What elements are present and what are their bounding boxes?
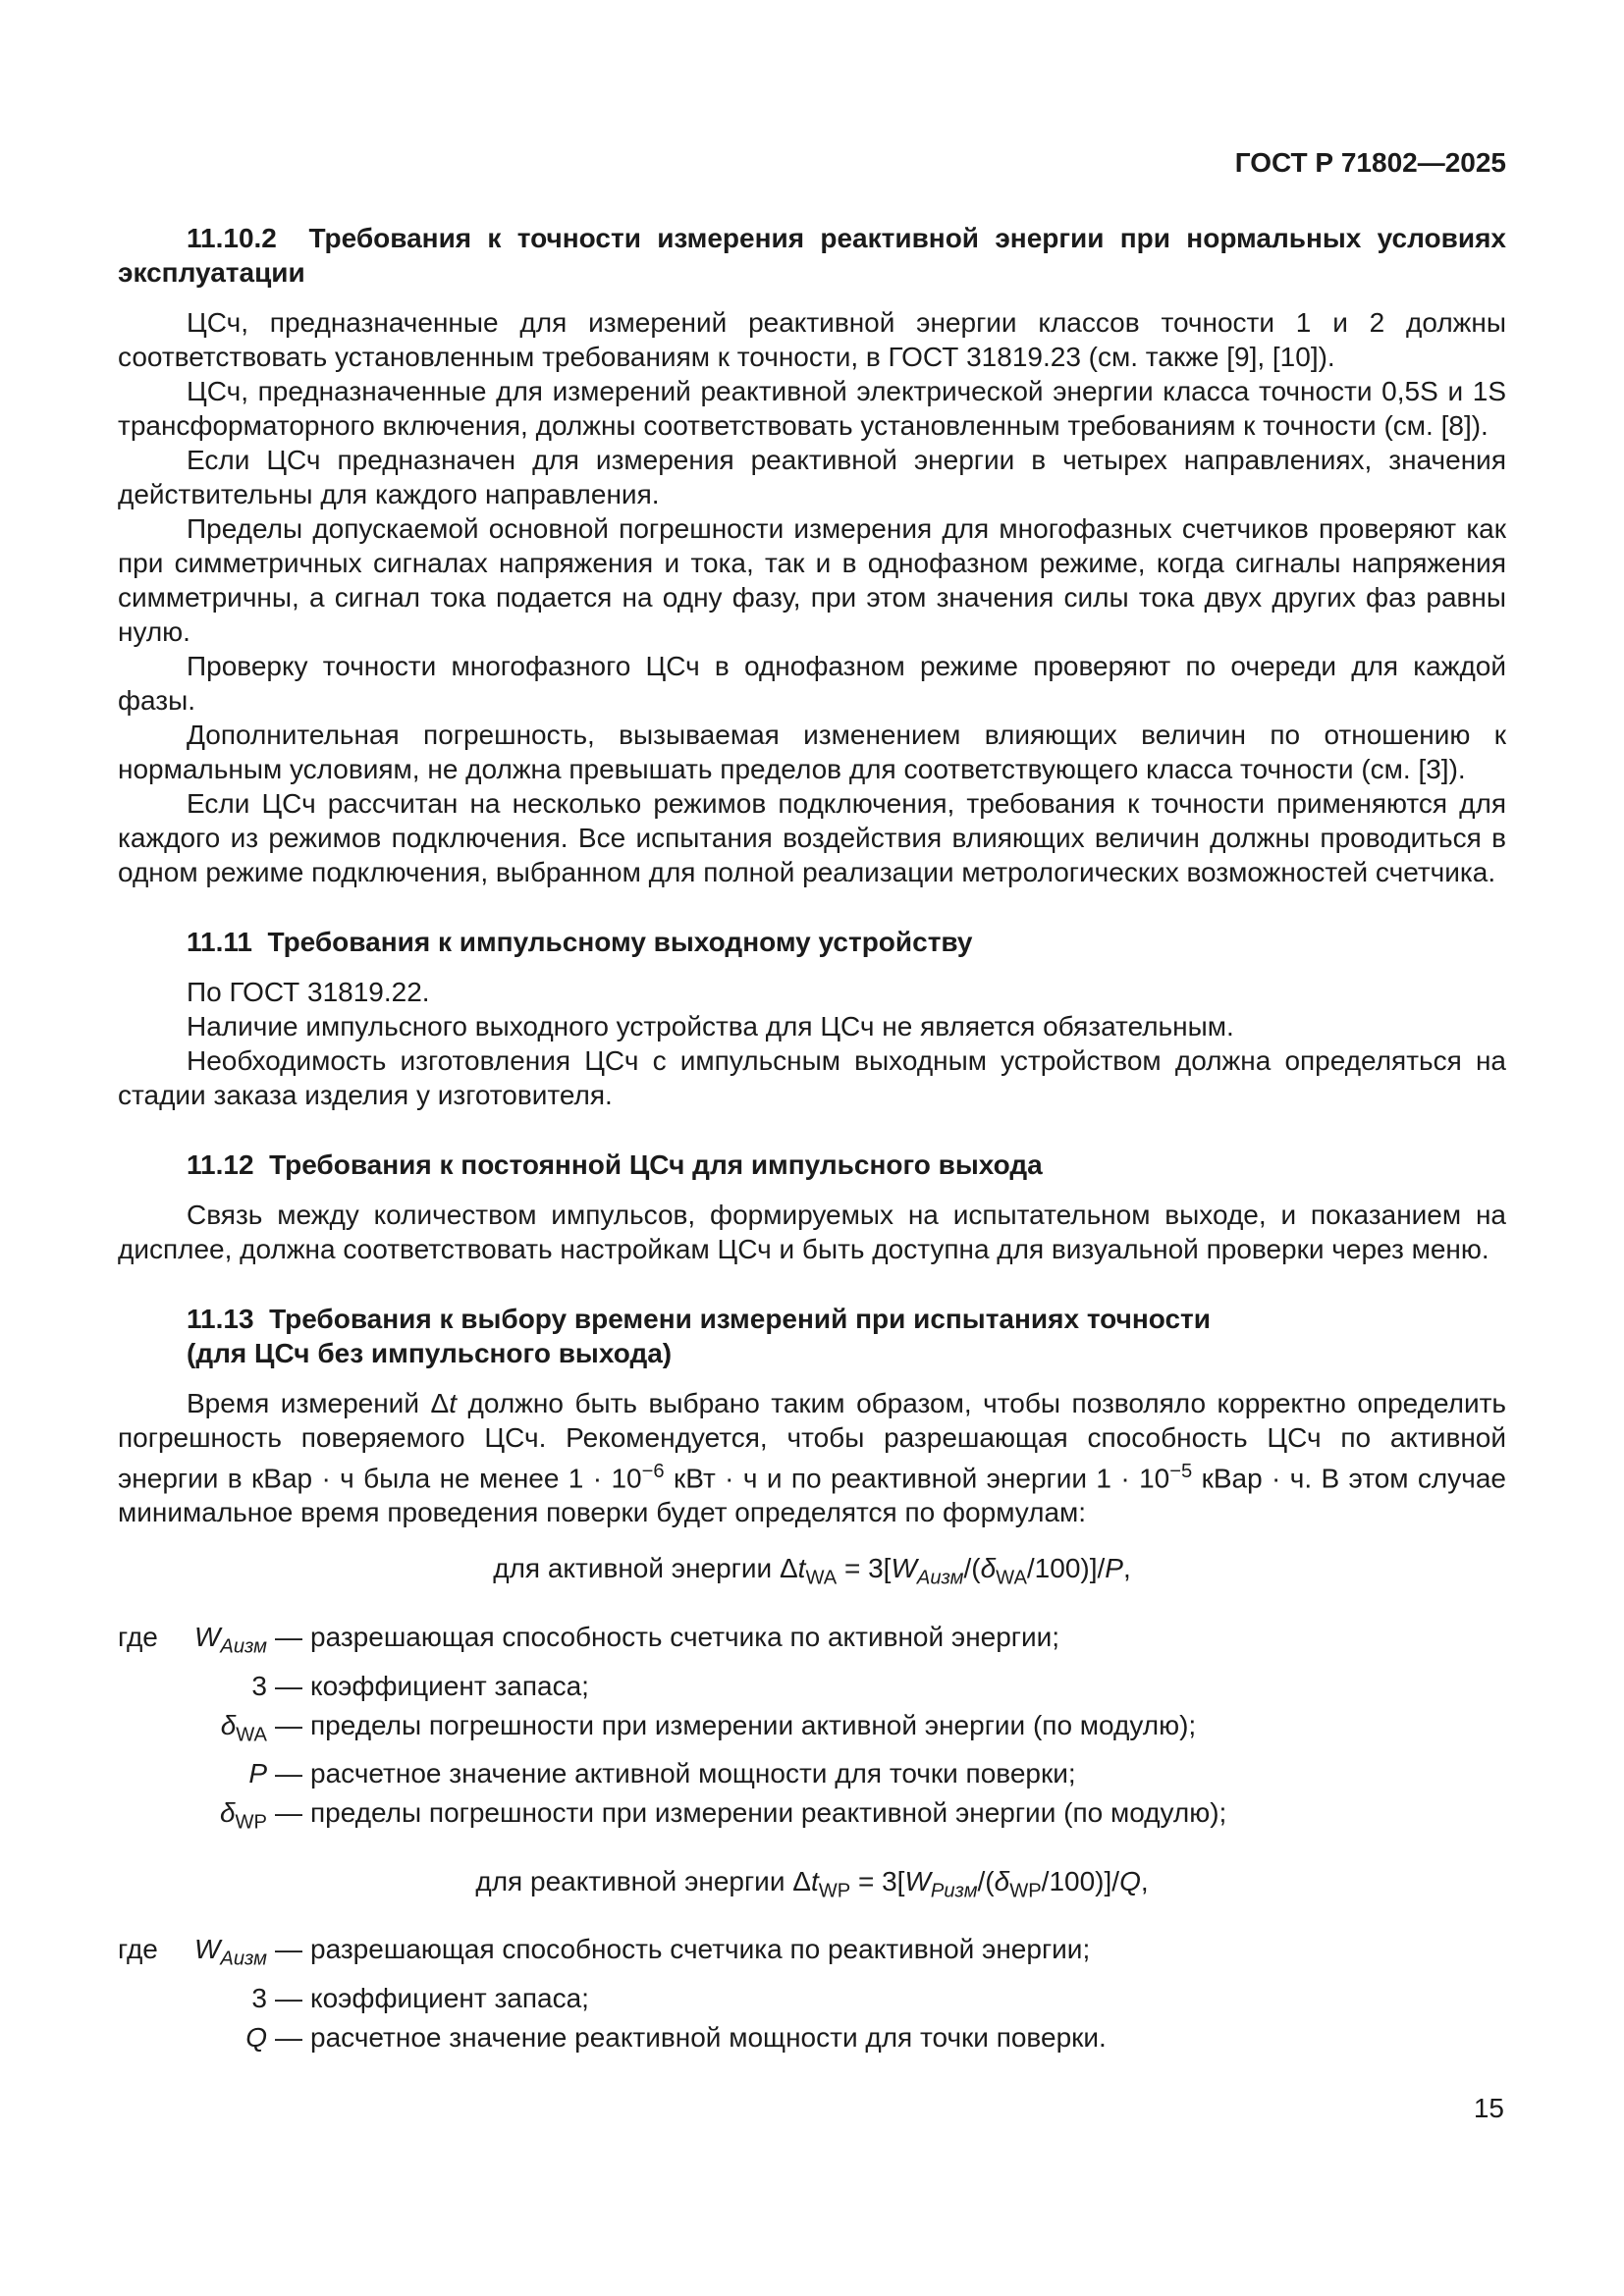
paragraph: ЦСч, предназначенные для измерений реактивной электрической энергии класса точности 0,5S и 1S трансформаторного включения, должны соответствовать установленным требованиям к точности (см. [8]). bbox=[118, 376, 1506, 441]
definition-dash: — bbox=[275, 1670, 302, 1701]
definition-text: расчетное значение активной мощности для точки поверки; bbox=[310, 1758, 1076, 1789]
definition-row bbox=[118, 1793, 1506, 1842]
definition-term: $W_{Аизм}$ bbox=[193, 1934, 267, 1970]
definition-prefix bbox=[118, 1667, 173, 1706]
paragraph: Необходимость изготовления ЦСч с импульсным выходным устройством должна определяться на стадии заказа изделия у изготовителя. bbox=[118, 1045, 1506, 1110]
definition-dash: — bbox=[275, 1621, 302, 1652]
paragraph: Если ЦСч предназначен для измерения реактивной энергии в четырех направлениях, значения действительны для каждого направления. bbox=[118, 445, 1506, 509]
paragraph: ЦСч, предназначенные для измерений реактивной энергии классов точности 1 и 2 должны соответствовать установленным требованиям к точности, в ГОСТ 31819.23 (см. также [9], [10]). bbox=[118, 307, 1506, 372]
definition-row bbox=[118, 1930, 1506, 1979]
paragraph: Дополнительная погрешность, вызываемая изменением влияющих величин по отношению к нормальным условиям, не должна превышать пределов для соответствующего класса точности (см. [3]). bbox=[118, 720, 1506, 784]
definition-dash: — bbox=[275, 1797, 302, 1829]
definition-prefix: где bbox=[118, 1621, 158, 1652]
paragraph: Пределы допускаемой основной погрешности измерения для многофазных счетчиков проверяют как при симметричных сигналах напряжения и тока, так и в однофазном режиме, когда сигналы напряжения симметричны, а сигнал тока подается на одну фазу, при этом значения силы тока двух других фаз равны нулю. bbox=[118, 513, 1506, 647]
section-heading-line: 11.13 Требования к выбору времени измерений при испытаниях точности bbox=[187, 1304, 1211, 1334]
definition-list-reactive bbox=[118, 1930, 1506, 2057]
definition-term: 3 bbox=[251, 1670, 267, 1701]
definition-term: $\delta_{WP}$ bbox=[219, 1797, 267, 1834]
paragraph: По ГОСТ 31819.22. bbox=[187, 977, 430, 1007]
doc-code-header: ГОСТ Р 71802—2025 bbox=[1234, 147, 1506, 178]
definition-row bbox=[118, 1979, 1506, 2018]
definition-list-active bbox=[118, 1618, 1506, 1842]
definition-term: Q bbox=[245, 2021, 267, 2053]
section-heading-11-10-2: 11.10.2 Требования к точности измерения реактивной энергии при нормальных условиях эксплуатации bbox=[118, 223, 1506, 288]
definition-dash: — bbox=[275, 2021, 302, 2053]
definition-prefix: где bbox=[118, 1934, 158, 1965]
definition-dash: — bbox=[275, 1934, 302, 1965]
paragraph: Проверку точности многофазного ЦСч в однофазном режиме проверяют по очереди для каждой фазы. bbox=[118, 651, 1506, 716]
definition-prefix bbox=[118, 1754, 173, 1793]
definition-row bbox=[118, 1706, 1506, 1755]
section-heading-11-12: 11.12 Требования к постоянной ЦСч для импульсного выхода bbox=[187, 1149, 1043, 1180]
paragraph: Наличие импульсного выходного устройства для ЦСч не является обязательным. bbox=[187, 1011, 1234, 1041]
page-number: 15 bbox=[1473, 2093, 1504, 2123]
definition-term: $\delta_{WA}$ bbox=[220, 1709, 267, 1746]
definition-text: расчетное значение реактивной мощности для точки поверки. bbox=[310, 2021, 1107, 2053]
section-heading-11-13 bbox=[118, 1302, 1506, 1370]
definition-text: коэффициент запаса; bbox=[310, 1670, 589, 1701]
definition-row bbox=[118, 1618, 1506, 1667]
definition-dash: — bbox=[275, 1982, 302, 2013]
definition-text: коэффициент запаса; bbox=[310, 1982, 589, 2013]
definition-prefix bbox=[118, 1706, 173, 1755]
definition-term: P bbox=[248, 1758, 267, 1789]
definition-dash: — bbox=[275, 1758, 302, 1789]
definition-text: разрешающая способность счетчика по активной энергии; bbox=[310, 1621, 1060, 1652]
definition-prefix bbox=[118, 1793, 173, 1842]
formula-reactive-energy: для реактивной энергии $\Delta t_{WP} = 3[W_{Ризм}/(\delta_{WP}/100)]/Q$, bbox=[475, 1865, 1149, 1902]
paragraph: Время измерений Δt должно быть выбрано таким образом, чтобы позволяло корректно определить погрешность поверяемого ЦСч. Рекомендуется, чтобы разрешающая способность ЦСч по активной энергии в кВар · ч была не менее $1 \cdot 10^{-6}$ кВт · ч и по реактивной энергии $1 \cdot 10^{-5}$ кВар · ч. В этом случае минимальное время проведения поверки будет определятся по формулам: bbox=[118, 1388, 1507, 1528]
definition-dash: — bbox=[275, 1709, 302, 1740]
section-heading-line: (для ЦСч без импульсного выхода) bbox=[187, 1338, 673, 1368]
definition-text: пределы погрешности при измерении активной энергии (по модулю); bbox=[310, 1709, 1197, 1740]
definition-prefix bbox=[118, 2018, 173, 2057]
definition-term: 3 bbox=[251, 1982, 267, 2013]
definition-text: разрешающая способность счетчика по реактивной энергии; bbox=[310, 1934, 1091, 1965]
definition-row bbox=[118, 1667, 1506, 1706]
definition-prefix bbox=[118, 1979, 173, 2018]
paragraph: Связь между количеством импульсов, формируемых на испытательном выходе, и показанием на дисплее, должна соответствовать настройкам ЦСч и быть доступна для визуальной проверки через меню. bbox=[118, 1200, 1506, 1264]
definition-row bbox=[118, 2018, 1506, 2057]
formula-active-energy: для активной энергии $\Delta t_{WA} = 3[W_{Аизм}/(\delta_{WA}/100)]/P$, bbox=[493, 1553, 1131, 1589]
definition-text: пределы погрешности при измерении реактивной энергии (по модулю); bbox=[310, 1797, 1227, 1829]
definition-term: $W_{Аизм}$ bbox=[193, 1621, 267, 1658]
paragraph: Если ЦСч рассчитан на несколько режимов подключения, требования к точности применяются для каждого из режимов подключения. Все испытания воздействия влияющих величин должны проводиться в одном режиме подключения, выбранном для полной реализации метрологических возможностей счетчика. bbox=[118, 788, 1506, 887]
section-heading-11-11: 11.11 Требования к импульсному выходному устройству bbox=[187, 927, 973, 957]
definition-row bbox=[118, 1754, 1506, 1793]
